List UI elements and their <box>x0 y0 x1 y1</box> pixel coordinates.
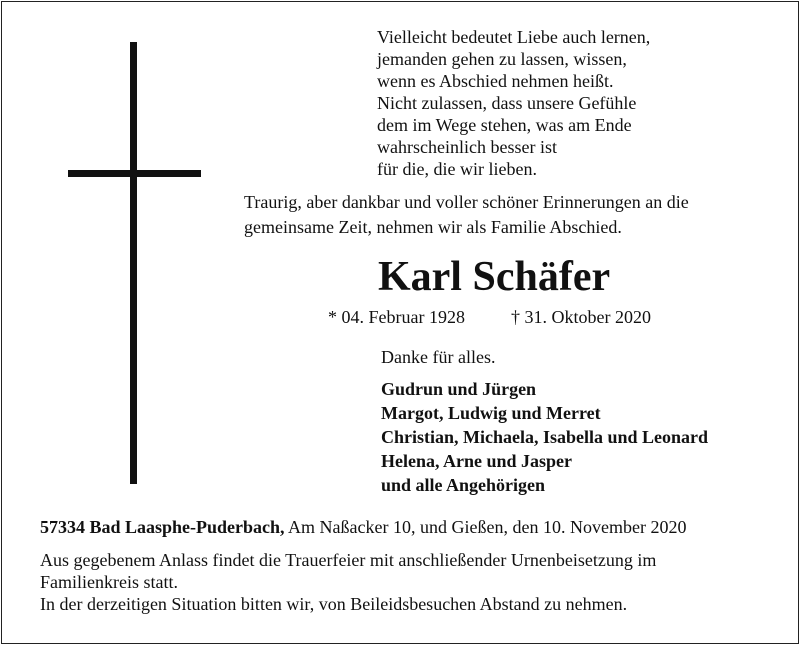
intro-line: Traurig, aber dankbar und voller schöner Erinnerungen an die <box>244 192 689 212</box>
notice-line: Familienkreis statt. <box>40 572 178 592</box>
poem <box>377 26 650 180</box>
mourner-entry: und alle Angehörigen <box>381 475 546 495</box>
poem-line: dem im Wege stehen, was am Ende <box>377 115 632 135</box>
poem-line: Vielleicht bedeutet Liebe auch lernen, <box>377 27 651 47</box>
death-date: † 31. Oktober 2020 <box>511 307 651 327</box>
mourner-entry: Christian, Michaela, Isabella und Leonard <box>381 427 709 447</box>
cross-vertical-bar <box>130 42 137 484</box>
thanks-line: Danke für alles. <box>381 347 496 367</box>
mourners-list <box>381 377 708 497</box>
place-address-date: Am Naßacker 10, und Gießen, den 10. November 2020 <box>284 517 687 537</box>
poem-line: Nicht zulassen, dass unsere Gefühle <box>377 93 637 113</box>
poem-line: jemanden gehen zu lassen, wissen, <box>377 49 627 69</box>
notice-line: Aus gegebenem Anlass findet die Trauerfeier mit anschließender Urnenbeisetzung im <box>40 550 657 570</box>
cross-horizontal-bar <box>68 170 201 177</box>
place-location: 57334 Bad Laasphe-Puderbach, <box>40 517 285 537</box>
mourner-entry: Gudrun und Jürgen <box>381 379 537 399</box>
deceased-name: Karl Schäfer <box>378 254 611 300</box>
funeral-notice <box>40 549 656 615</box>
intro-text <box>244 190 689 240</box>
birth-date: * 04. Februar 1928 <box>328 307 465 327</box>
mourner-entry: Helena, Arne und Jasper <box>381 451 573 471</box>
poem-line: für die, die wir lieben. <box>377 159 537 179</box>
poem-line: wahrscheinlich besser ist <box>377 137 557 157</box>
intro-line: gemeinsame Zeit, nehmen wir als Familie Abschied. <box>244 217 622 237</box>
mourner-entry: Margot, Ludwig und Merret <box>381 403 601 423</box>
poem-line: wenn es Abschied nehmen heißt. <box>377 71 614 91</box>
place-and-date <box>40 515 686 539</box>
notice-line: In der derzeitigen Situation bitten wir, von Beileidsbesuchen Abstand zu nehmen. <box>40 594 628 614</box>
